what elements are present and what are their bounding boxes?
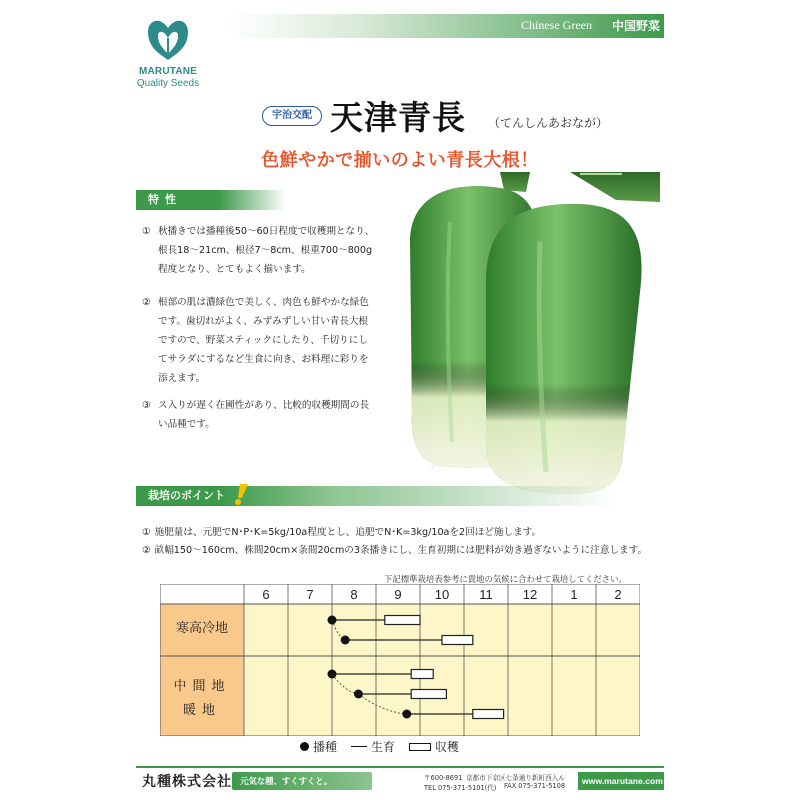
month-label: 8 [350, 587, 358, 602]
product-tagline: 色鮮やかで揃いのよい青長大根！ [261, 150, 539, 171]
product-reading: （てんしんあおなが） [488, 116, 609, 130]
category-bar [228, 14, 664, 38]
schedule-legend [300, 738, 459, 755]
feature-text: ス入りが遅く在圃性があり、比較的収穫期間の長い品種です。 [158, 400, 370, 430]
legend-grow [351, 738, 395, 755]
grow-line-icon [351, 746, 367, 748]
legend-harvest [409, 738, 459, 755]
cultivation-points-heading: 栽培のポイント [136, 486, 616, 506]
category-en: Chinese Green [521, 18, 592, 32]
month-label: 10 [434, 587, 450, 602]
harvest-box [442, 636, 473, 645]
month-label: 2 [614, 587, 622, 602]
postal-code: 〒600-8691 [424, 774, 463, 782]
sowing-dot [341, 636, 350, 645]
features-heading: 特性 [136, 190, 286, 210]
feature-text: 根部の肌は濃緑色で美しく、肉色も鮮やかな緑色です。歯切れがよく、みずみずしい甘い青長大根ですので、野菜スティックにしたり、千切りにしてサラダにするなど生食に向き、お料理に彩りを添えます。 [158, 297, 369, 384]
region-label: 暖地 [182, 703, 222, 718]
brand-name: MARUTANE [138, 66, 198, 77]
feature-item [142, 293, 377, 388]
point-item [142, 524, 541, 538]
company-tel: TEL 075-371-5101(代) [424, 784, 497, 792]
legend-harvest-label: 収穫 [435, 740, 460, 754]
month-label: 7 [306, 587, 314, 602]
company-name: 丸種株式会社 [142, 774, 232, 790]
product-title: 天津青長 [330, 98, 466, 137]
feature-text: 秋播きでは播種後50～60日程度で収穫期となり、根長18～21cm、根径7～8cm、根重700～800g程度となり、とてもよく揃います。 [158, 226, 375, 275]
point-text: 施肥量は、元肥でN･P･K=5kg/10a程度とし、追肥でN･K=3kg/10aを2回ほど施します。 [154, 527, 542, 538]
sowing-dot [402, 710, 411, 719]
harvest-box [385, 616, 420, 625]
harvest-box [411, 690, 446, 699]
footer-divider [136, 766, 664, 768]
brand-subtitle: Quality Seeds [136, 78, 200, 89]
sow-dot-icon [300, 742, 309, 751]
month-label: 9 [394, 587, 402, 602]
point-number: ① [142, 527, 151, 538]
exclamation-icon [232, 482, 252, 506]
feature-number: ① [142, 226, 151, 237]
cultivation-schedule [160, 584, 640, 736]
schedule-note: 下記標準栽培表参考に貴地の気候に合わせて栽培してください。 [384, 574, 627, 584]
radish-photo [390, 172, 670, 498]
harvest-box [411, 670, 433, 679]
region-label: 寒高冷地 [175, 621, 229, 636]
schedule-grid-bg [244, 604, 640, 736]
feature-number: ③ [142, 400, 151, 411]
pollination-badge: 宇治交配 [262, 106, 322, 126]
month-label: 1 [570, 587, 578, 602]
month-label: 12 [522, 587, 538, 602]
legend-sow [300, 738, 337, 755]
month-label: 11 [479, 587, 493, 602]
company-address: 京都市下京区七条通り新町西入ル [466, 774, 565, 782]
month-label: 6 [262, 587, 270, 602]
website-link[interactable]: www.marutane.com [582, 776, 663, 786]
legend-sow-label: 播種 [313, 740, 338, 754]
marutane-logo [146, 14, 190, 62]
schedule-chart [160, 584, 640, 736]
category-jp: 中国野菜 [611, 19, 660, 33]
point-item [142, 542, 647, 556]
region-label: 中間地 [173, 679, 231, 694]
company-slogan: 元気な種、すくすくと。 [240, 776, 333, 786]
legend-grow-label: 生育 [371, 740, 396, 754]
feature-number: ② [142, 297, 151, 308]
harvest-box [473, 710, 504, 719]
feature-item [142, 396, 377, 434]
feature-item [142, 222, 377, 279]
point-text: 畝幅150～160cm、株間20cm×条間20cmの3条播きにし、生育初期には肥料が効き過ぎないように注意します。 [154, 545, 648, 556]
point-number: ② [142, 545, 151, 556]
leaf-logo-icon [146, 14, 190, 62]
company-fax: FAX 075-371-5108 [504, 782, 566, 790]
harvest-box-icon [409, 743, 431, 751]
